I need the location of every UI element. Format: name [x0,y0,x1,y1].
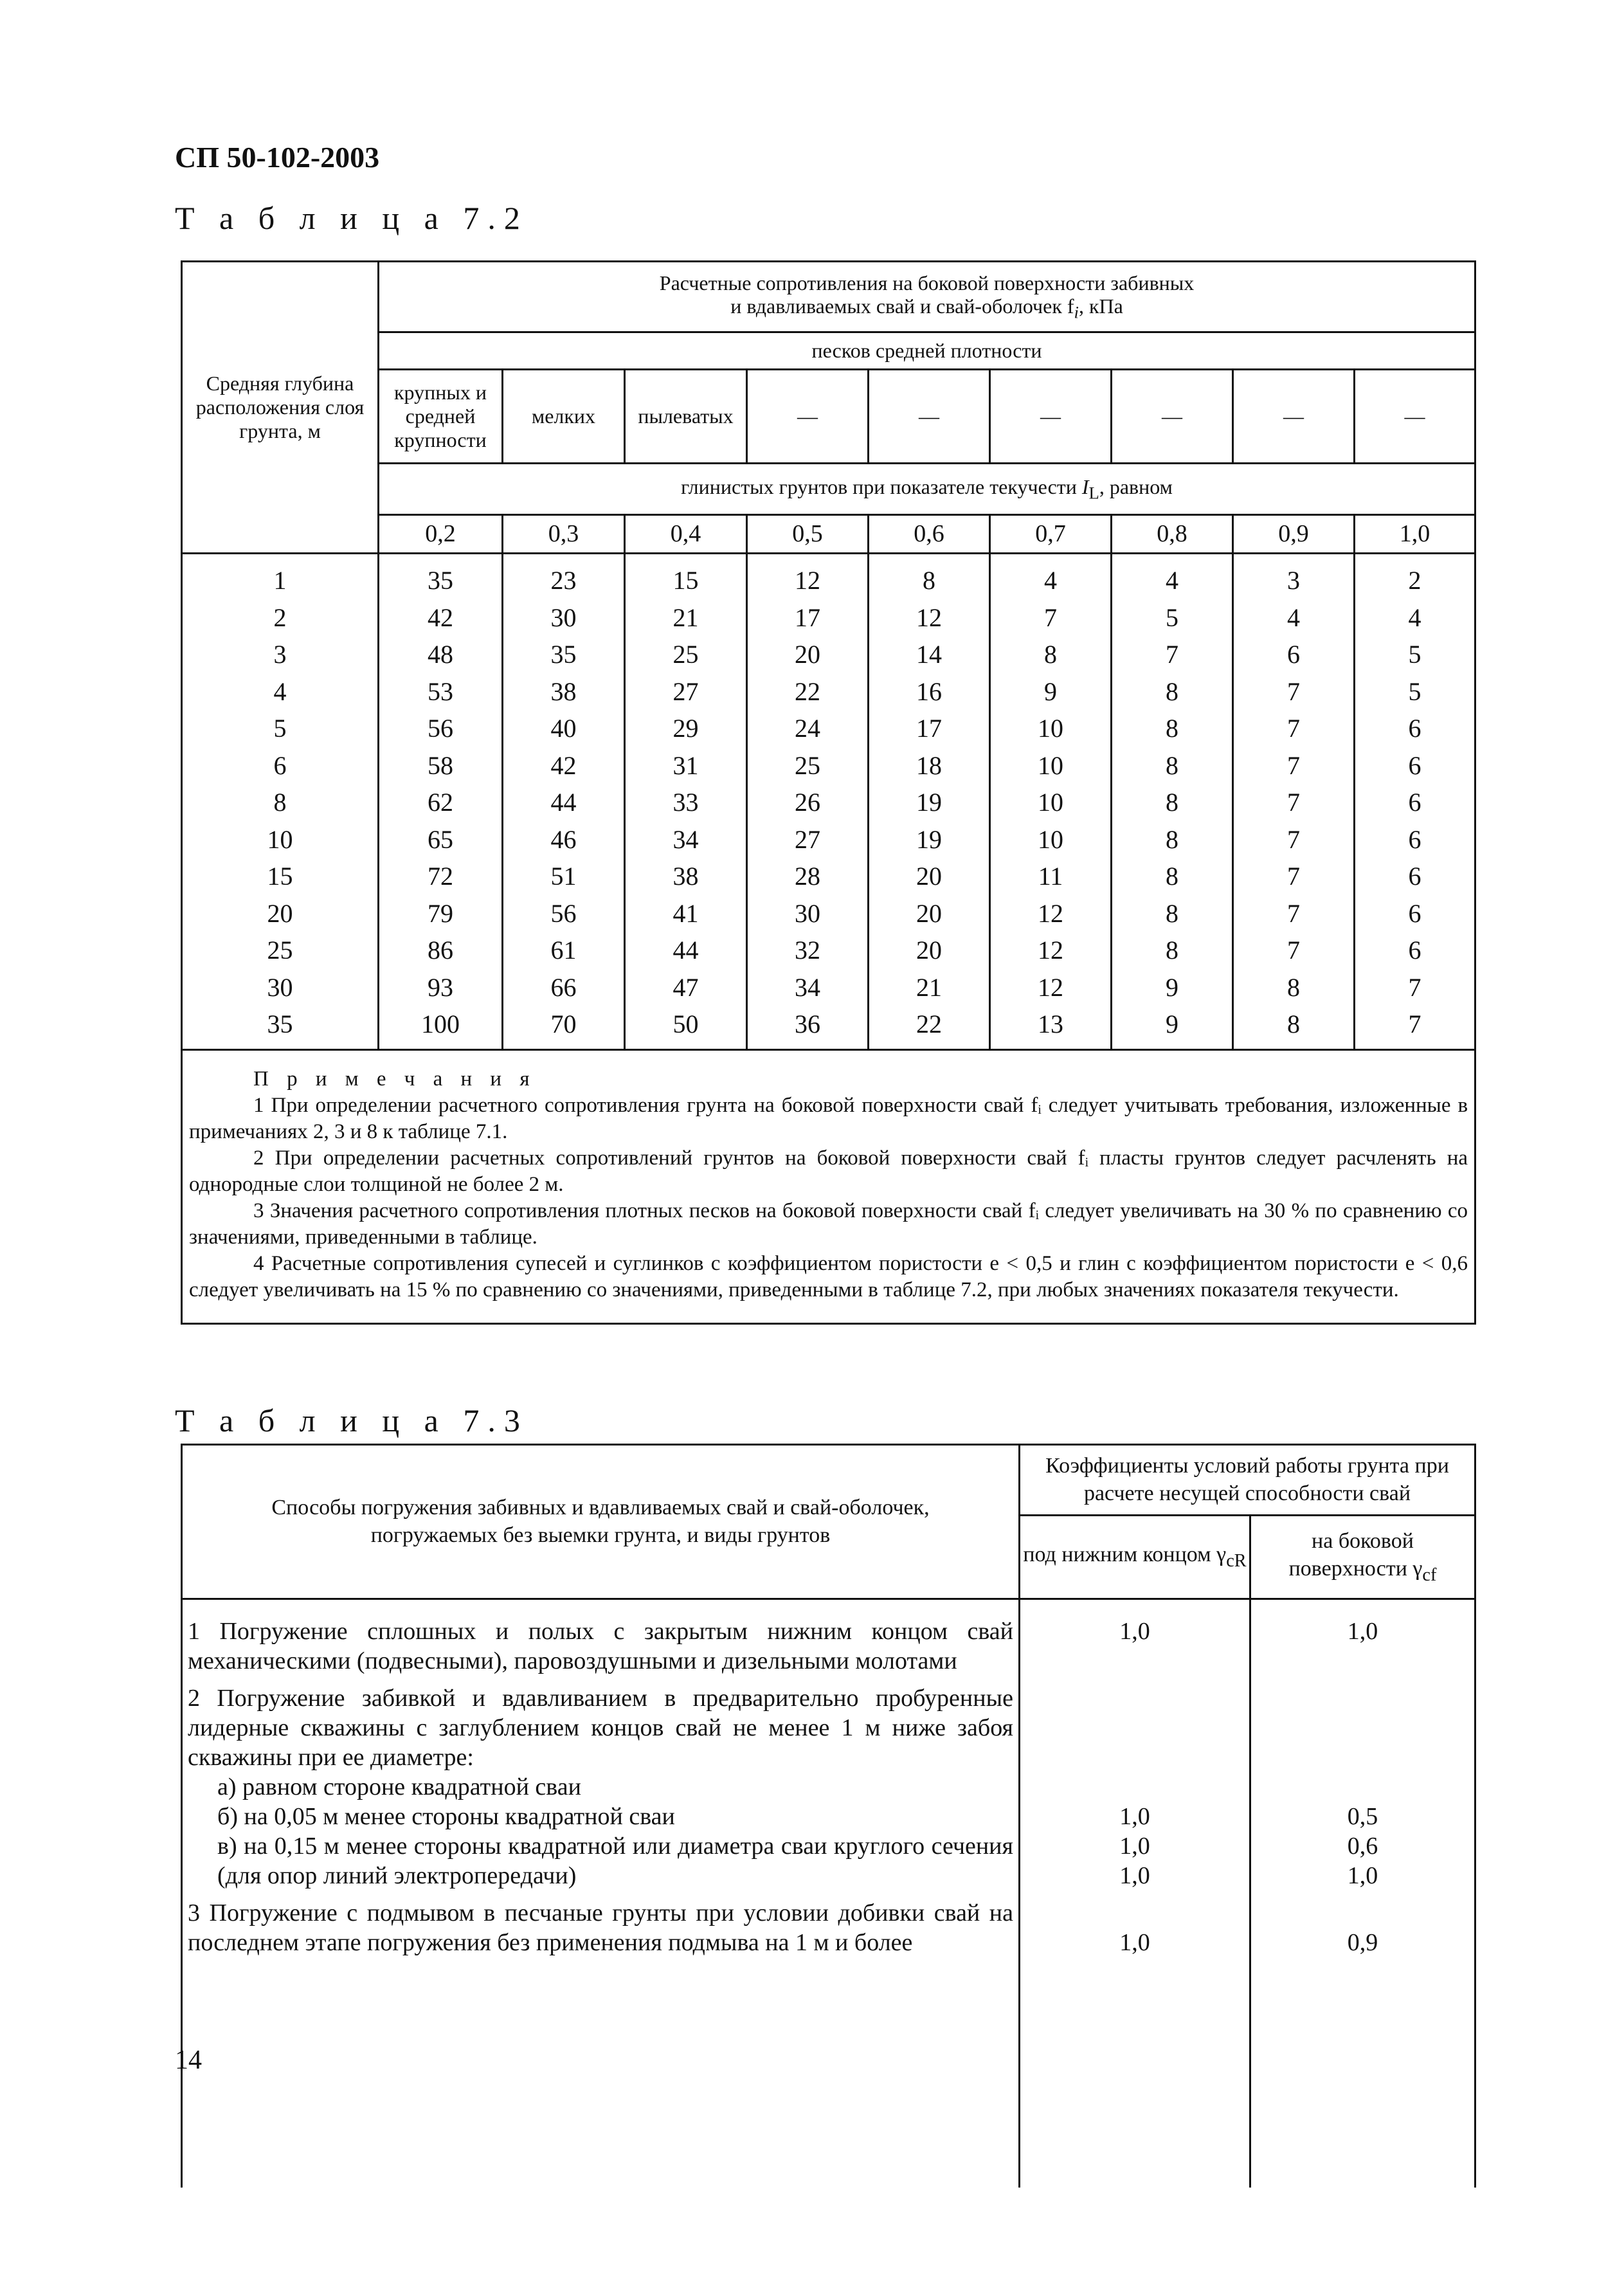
il-value-header: 0,6 [869,515,990,554]
resistance-value: 34 [795,972,820,1002]
resistance-value: 3 [1287,566,1300,595]
side-surface-column [1250,1599,1475,2188]
resistance-header: Расчетные сопротивления на боковой поверхности забивных и вдавливаемых свай и свай-оболочек $f_i$, кПа [379,262,1475,332]
resistance-value: 66 [550,972,577,1002]
note-item: 4 Расчетные сопротивления супесей и суглинков с коэффициентом пористости e < 0,5 и глин с коэффициентом пористости e < 0,6 следует увеличивать на 15 % по сравнению со значениями, приведенными в таблице 7.2, при любых значениях показателя текучести. [189,1252,1468,1301]
resistance-value: 19 [916,824,942,854]
resistance-value: 35 [550,640,577,669]
resistance-value: 86 [428,936,453,965]
resistance-value: 13 [1038,1010,1063,1038]
side-surface-value: 1,0 [1347,1862,1378,1889]
resistance-value: 22 [916,1010,942,1038]
il-value-header: 0,7 [990,515,1112,554]
resistance-value: 7 [1287,788,1300,817]
methods-header: Способы погружения забивных и вдавливаемых свай и свай-оболочек, погружаемых без выемки грунта, и виды грунтов [182,1445,1020,1599]
method-subitem: а) равном стороне квадратной сваи [217,1773,581,1800]
resistance-value: 23 [550,566,577,595]
resistance-value: 46 [550,824,577,854]
resistance-value: 8 [1287,972,1300,1002]
document-code: СП 50-102-2003 [175,141,380,174]
resistance-value: 42 [550,750,577,780]
resistance-column [747,554,869,1050]
resistance-value: 19 [916,788,942,817]
lower-end-value: 1,0 [1119,1833,1150,1860]
resistance-value: 21 [916,972,942,1002]
resistance-value: 56 [550,898,577,928]
resistance-value: 79 [428,898,453,928]
resistance-value: 31 [672,750,699,780]
resistance-value: 14 [916,640,942,669]
resistance-value: 6 [1408,750,1421,780]
resistance-value: 50 [672,1010,699,1038]
resistance-value: 93 [428,972,453,1002]
method-subitem: б) на 0,05 м менее стороны квадратной сваи [217,1803,675,1830]
resistance-value: 42 [428,603,453,632]
resistance-value: 9 [1044,676,1057,706]
sand-type-header: мелких [503,370,625,464]
resistance-value: 48 [428,640,453,669]
lower-end-header: под нижним концом $\gamma_{cR}$ [1020,1516,1250,1599]
side-surface-value: 0,6 [1347,1833,1378,1860]
resistance-value: 62 [428,788,453,817]
resistance-value: 10 [1038,714,1063,743]
resistance-value: 20 [916,862,942,891]
resistance-value: 33 [672,788,699,817]
resistance-value: 6 [1408,714,1421,743]
resistance-value: 20 [916,898,942,928]
resistance-value: 7 [1287,898,1300,928]
resistance-value: 47 [672,972,699,1002]
resistance-value: 16 [916,676,942,706]
sands-header: песков средней плотности [379,332,1475,370]
lower-end-column [1020,1599,1250,2188]
resistance-value: 27 [672,676,699,706]
il-value-header: 0,9 [1233,515,1355,554]
sand-type-header: крупных и средней крупности [379,370,503,464]
resistance-column [990,554,1112,1050]
resistance-value: 7 [1408,972,1421,1002]
table-7-2-caption: Т а б л и ц а 7.2 [175,200,528,236]
sand-type-header: — [1355,370,1475,464]
il-value-header: 0,8 [1112,515,1233,554]
resistance-value: 18 [916,750,942,780]
resistance-value: 40 [550,714,577,743]
resistance-value: 17 [795,603,820,632]
resistance-column [869,554,990,1050]
il-value-header: 0,3 [503,515,625,554]
resistance-value: 25 [795,750,820,780]
depth-value: 20 [267,898,293,928]
resistance-value: 12 [795,566,820,595]
resistance-value: 5 [1166,603,1178,632]
depth-value: 8 [273,788,287,817]
resistance-value: 8 [1166,862,1178,891]
resistance-value: 17 [916,714,942,743]
depth-value: 10 [267,824,293,854]
resistance-value: 100 [421,1010,460,1038]
resistance-value: 15 [672,566,699,595]
resistance-value: 44 [550,788,577,817]
resistance-value: 12 [1038,898,1063,928]
resistance-value: 8 [1166,936,1178,965]
resistance-value: 6 [1408,824,1421,854]
resistance-value: 6 [1408,936,1421,965]
method-text: 2 Погружение забивкой и вдавливанием в предварительно пробуренные лидерные скважины с заглублением концов свай не менее 1 м ниже забоя скважины при ее диаметре: [188,1685,1013,1771]
side-surface-value: 1,0 [1347,1618,1378,1645]
lower-end-value: 1,0 [1119,1618,1150,1645]
resistance-value: 29 [672,714,699,743]
method-subitem: в) на 0,15 м менее стороны квадратной или диаметра сваи круглого сечения (для опор линий электропередачи) [217,1833,1013,1889]
resistance-value: 11 [1038,862,1063,891]
depth-value: 15 [267,862,293,891]
resistance-value: 8 [1166,898,1178,928]
resistance-value: 20 [916,936,942,965]
resistance-value: 38 [672,862,699,891]
resistance-value: 10 [1038,750,1063,780]
resistance-column [1112,554,1233,1050]
resistance-value: 7 [1287,676,1300,706]
resistance-column [1355,554,1475,1050]
resistance-value: 6 [1408,862,1421,891]
resistance-value: 12 [1038,972,1063,1002]
resistance-value: 8 [1166,714,1178,743]
lower-end-value: 1,0 [1119,1929,1150,1956]
resistance-value: 53 [428,676,453,706]
resistance-value: 7 [1287,936,1300,965]
resistance-value: 35 [428,566,453,595]
depth-header: Средняя глубина расположения слоя грунта, м [182,262,379,554]
resistance-value: 20 [795,640,820,669]
lower-end-value: 1,0 [1119,1803,1150,1830]
resistance-value: 6 [1408,898,1421,928]
resistance-value: 4 [1166,566,1178,595]
side-surface-value: 0,9 [1347,1929,1378,1956]
resistance-value: 8 [1287,1010,1300,1038]
sand-type-header: — [747,370,869,464]
resistance-value: 4 [1287,603,1300,632]
side-surface-header: на боковой поверхности $\gamma_{cf}$ [1250,1516,1475,1599]
resistance-value: 10 [1038,788,1063,817]
resistance-value: 56 [428,714,453,743]
resistance-value: 32 [795,936,820,965]
resistance-value: 61 [550,936,577,965]
clay-header: глинистых грунтов при показателе текучести $I_L$, равном [379,464,1475,515]
depth-value: 25 [267,936,293,965]
resistance-value: 34 [672,824,699,854]
depth-value: 3 [273,640,287,669]
resistance-value: 4 [1044,566,1057,595]
depth-value: 35 [267,1010,293,1038]
resistance-value: 25 [672,640,699,669]
notes-title: П р и м е ч а н и я [253,1067,536,1091]
resistance-value: 5 [1408,640,1421,669]
il-value-header: 0,4 [625,515,747,554]
resistance-value: 21 [672,603,699,632]
resistance-value: 24 [795,714,820,743]
note-item: 3 Значения расчетного сопротивления плотных песков на боковой поверхности свай fᵢ следует увеличивать на 30 % по сравнению со значениями, приведенными в таблице. [189,1199,1468,1249]
sand-type-header: — [990,370,1112,464]
resistance-value: 7 [1166,640,1178,669]
resistance-value: 4 [1408,603,1421,632]
method-text: 1 Погружение сплошных и полых с закрытым нижним концом свай механическими (подвесными), паровоздушными и дизельными молотами [188,1618,1013,1674]
resistance-value: 58 [428,750,453,780]
resistance-value: 8 [1166,788,1178,817]
lower-end-value: 1,0 [1119,1862,1150,1889]
resistance-value: 8 [1166,676,1178,706]
table-7-3 [181,1444,1476,2188]
note-item: 2 При определении расчетных сопротивлений грунтов на боковой поверхности свай fᵢ пласты грунтов следует расчленять на однородные слои толщиной не более 2 м. [189,1147,1468,1196]
resistance-value: 22 [795,676,820,706]
resistance-value: 9 [1166,1010,1178,1038]
sand-type-header: — [1112,370,1233,464]
resistance-value: 12 [1038,936,1063,965]
resistance-value: 28 [795,862,820,891]
depth-value: 4 [273,676,287,706]
resistance-value: 6 [1408,788,1421,817]
depth-column [182,554,379,1050]
resistance-value: 7 [1044,603,1057,632]
resistance-value: 26 [795,788,820,817]
resistance-value: 30 [550,603,577,632]
resistance-value: 9 [1166,972,1178,1002]
table-7-2 [181,260,1476,1325]
il-value-header: 1,0 [1355,515,1475,554]
resistance-value: 30 [795,898,820,928]
depth-value: 6 [273,750,287,780]
sand-type-header: — [1233,370,1355,464]
resistance-value: 7 [1287,750,1300,780]
resistance-value: 6 [1287,640,1300,669]
resistance-value: 65 [428,824,453,854]
resistance-value: 27 [795,824,820,854]
resistance-column [503,554,625,1050]
resistance-value: 51 [550,862,577,891]
resistance-value: 8 [923,566,935,595]
resistance-value: 12 [916,603,942,632]
il-value-header: 0,2 [379,515,503,554]
resistance-value: 70 [550,1010,577,1038]
resistance-value: 8 [1166,750,1178,780]
resistance-value: 36 [795,1010,820,1038]
resistance-value: 7 [1408,1010,1421,1038]
resistance-value: 7 [1287,714,1300,743]
note-item: 1 При определении расчетного сопротивления грунта на боковой поверхности свай fᵢ следует учитывать требования, изложенные в примечаниях 2, 3 и 8 к таблице 7.1. [189,1094,1468,1143]
resistance-column [1233,554,1355,1050]
resistance-value: 38 [550,676,577,706]
coefficients-header: Коэффициенты условий работы грунта при расчете несущей способности свай [1020,1445,1475,1516]
resistance-value: 8 [1044,640,1057,669]
depth-value: 2 [273,603,287,632]
methods-column [182,1599,1020,2188]
side-surface-value: 0,5 [1347,1803,1378,1830]
sand-type-header: — [869,370,990,464]
resistance-value: 2 [1408,566,1421,595]
depth-value: 1 [273,566,287,595]
resistance-value: 5 [1408,676,1421,706]
table-7-2-notes [182,1050,1475,1324]
sand-type-header: пылеватых [625,370,747,464]
resistance-column [379,554,503,1050]
il-value-header: 0,5 [747,515,869,554]
depth-value: 5 [273,714,287,743]
resistance-column [625,554,747,1050]
resistance-value: 7 [1287,862,1300,891]
resistance-value: 7 [1287,824,1300,854]
depth-value: 30 [267,972,293,1002]
table-7-3-caption: Т а б л и ц а 7.3 [175,1402,528,1438]
resistance-value: 44 [672,936,699,965]
resistance-value: 10 [1038,824,1063,854]
resistance-value: 72 [428,862,453,891]
resistance-value: 8 [1166,824,1178,854]
method-text: 3 Погружение с подмывом в песчаные грунты при условии добивки свай на последнем этапе погружения без применения подмыва на 1 м и более [188,1899,1013,1956]
resistance-value: 41 [672,898,699,928]
page-number: 14 [175,2045,202,2075]
